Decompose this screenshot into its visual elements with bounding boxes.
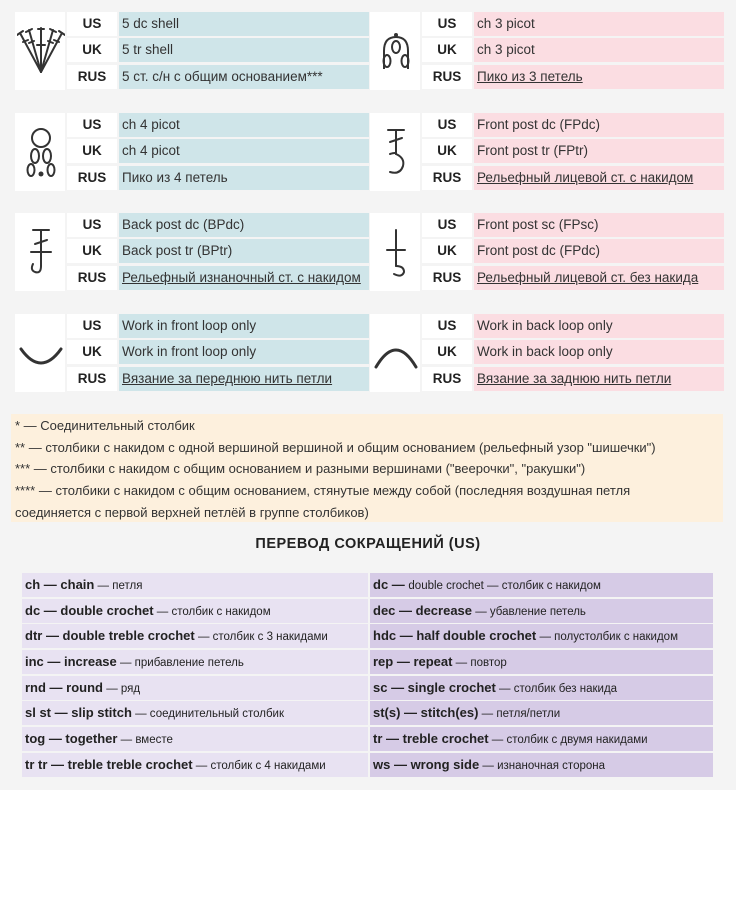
footnote: *** — столбики с накидом с общим основанием и разными вершинами ("веерочки", "ракушки") [15, 461, 586, 477]
abbreviation-row [22, 753, 368, 777]
abbreviation-meaning: — убавление петель [472, 606, 586, 618]
back-post-dc-icon [17, 226, 65, 278]
symbol-uk-name: Front post dc (FPdc) [474, 239, 724, 263]
lang-label-rus: RUS [67, 166, 117, 190]
abbreviation-row [370, 599, 713, 623]
lang-label-rus: RUS [67, 65, 117, 89]
symbol-block-front-post-dc [370, 113, 724, 191]
lang-label-rus: RUS [422, 266, 472, 290]
abbreviation-meaning: — полустолбик с накидом [536, 631, 678, 643]
abbreviation-term: sc — single crochet [373, 680, 496, 695]
abbreviation-row [22, 650, 368, 674]
lang-label-rus: RUS [67, 266, 117, 290]
abbreviation-row [370, 701, 713, 725]
lang-label-us: US [67, 213, 117, 237]
abbreviation-meaning: — прибавление петель [116, 657, 244, 669]
abbreviation-row [22, 624, 368, 648]
symbol-rus-link[interactable]: Пико из 3 петель [474, 65, 724, 89]
symbol-uk-name: Work in back loop only [474, 340, 724, 364]
symbol-rus-name: Пико из 4 петель [119, 166, 369, 190]
symbol-us-name: ch 3 picot [474, 12, 724, 36]
symbol-us-name: 5 dc shell [119, 12, 369, 36]
abbreviation-term: dec — decrease [373, 603, 473, 618]
symbol-us-name: Back post dc (BPdc) [119, 213, 369, 237]
symbol-uk-name: Work in front loop only [119, 340, 369, 364]
symbol-block-ch4-picot [15, 113, 369, 191]
symbol-icon-cell [15, 213, 65, 291]
symbol-rus-link[interactable]: Рельефный лицевой ст. с накидом [474, 166, 724, 190]
abbreviation-term: st(s) — stitch(es) [373, 705, 479, 720]
symbol-us-name: Front post dc (FPdc) [474, 113, 724, 137]
lang-label-uk: UK [67, 139, 117, 163]
back-loop-icon [372, 327, 420, 379]
picot-4-icon [17, 126, 65, 178]
shell-icon [17, 25, 65, 77]
symbol-uk-name: ch 4 picot [119, 139, 369, 163]
symbol-rus-link[interactable]: Вязание за заднюю нить петли [474, 367, 724, 391]
symbol-block-front-loop [15, 314, 369, 392]
abbreviation-term: hdc — half double crochet [373, 628, 537, 643]
symbol-uk-name: ch 3 picot [474, 38, 724, 62]
abbreviation-meaning: — столбик без накида [495, 683, 618, 695]
abbreviation-row [370, 650, 713, 674]
abbreviation-row [370, 727, 713, 751]
abbreviation-meaning: — изнаночная сторона [479, 760, 605, 772]
symbol-icon-cell [370, 12, 420, 90]
front-post-sc-icon [372, 226, 420, 278]
abbreviation-meaning: — ряд [103, 683, 141, 695]
abbreviation-meaning: — столбик с накидом [153, 606, 271, 618]
symbol-rus-link[interactable]: Вязание за переднюю нить петли [119, 367, 369, 391]
footnote: **** — столбики с накидом с общим основанием, стянутые между собой (последняя воздушная петля [15, 483, 631, 499]
lang-label-rus: RUS [422, 367, 472, 391]
symbol-icon-cell [370, 213, 420, 291]
abbreviation-meaning: — столбик с 4 накидами [192, 760, 326, 772]
lang-label-uk: UK [67, 340, 117, 364]
lang-label-us: US [422, 213, 472, 237]
symbol-uk-name: 5 tr shell [119, 38, 369, 62]
footnote: ** — столбики с накидом с одной вершиной вершиной и общим основанием (рельефный узор "шишечки") [15, 439, 656, 455]
symbol-rus-link[interactable]: Рельефный изнаночный ст. с накидом [119, 266, 369, 290]
lang-label-rus: RUS [422, 65, 472, 89]
lang-label-uk: UK [422, 340, 472, 364]
abbreviation-term: tog — together [25, 731, 118, 746]
abbreviation-term: dc — double crochet [25, 603, 154, 618]
abbreviation-row [370, 573, 713, 597]
symbol-us-name: Work in back loop only [474, 314, 724, 338]
abbreviation-meaning: — вместе [117, 734, 173, 746]
abbreviation-term: ch — chain [25, 577, 95, 592]
symbol-icon-cell [370, 314, 420, 392]
symbol-block-back-post-dc [15, 213, 369, 291]
symbol-icon-cell [15, 12, 65, 90]
lang-label-us: US [67, 314, 117, 338]
abbreviation-meaning: double crochet — столбик с накидом [408, 580, 601, 592]
abbreviation-term: dc — [373, 577, 409, 592]
abbreviation-meaning: — повтор [452, 657, 507, 669]
abbreviation-meaning: — петля/петли [478, 708, 561, 720]
lang-label-rus: RUS [67, 367, 117, 391]
abbreviation-meaning: — соединительный столбик [131, 708, 285, 720]
abbreviation-term: tr tr — treble treble crochet [25, 757, 193, 772]
symbol-us-name: ch 4 picot [119, 113, 369, 137]
abbreviation-row [370, 624, 713, 648]
abbreviation-meaning: — столбик с 3 накидами [194, 631, 328, 643]
abbreviation-row [22, 701, 368, 725]
front-loop-icon [17, 327, 65, 379]
abbreviation-meaning: — столбик с двумя накидами [488, 734, 648, 746]
abbreviation-meaning: — петля [94, 580, 143, 592]
symbol-block-back-loop [370, 314, 724, 392]
lang-label-uk: UK [67, 239, 117, 263]
symbol-icon-cell [15, 113, 65, 191]
abbreviation-term: ws — wrong side [373, 757, 480, 772]
symbol-block-front-post-sc [370, 213, 724, 291]
abbreviation-row [370, 676, 713, 700]
lang-label-uk: UK [67, 38, 117, 62]
symbol-rus-link[interactable]: Рельефный лицевой ст. без накида [474, 266, 724, 290]
lang-label-us: US [422, 12, 472, 36]
symbol-uk-name: Back post tr (BPtr) [119, 239, 369, 263]
abbreviation-term: sl st — slip stitch [25, 705, 132, 720]
footnote: * — Соединительный столбик [15, 418, 195, 433]
abbreviation-row [22, 727, 368, 751]
abbreviations-title: ПЕРЕВОД СОКРАЩЕНИЙ (US) [255, 536, 481, 552]
symbol-uk-name: Front post tr (FPtr) [474, 139, 724, 163]
footnote: соединяется с первой верхней петлёй в группе столбиков) [15, 504, 369, 520]
lang-label-us: US [422, 113, 472, 137]
abbreviation-term: rep — repeat [373, 654, 453, 669]
lang-label-uk: UK [422, 38, 472, 62]
footnotes [11, 414, 723, 522]
abbreviation-row [22, 573, 368, 597]
symbol-icon-cell [15, 314, 65, 392]
lang-label-uk: UK [422, 239, 472, 263]
picot-3-icon [372, 25, 420, 77]
abbreviation-row [22, 599, 368, 623]
front-post-dc-icon [372, 126, 420, 178]
symbol-rus-name: 5 ст. с/н с общим основанием*** [119, 65, 369, 89]
abbreviation-row [370, 753, 713, 777]
lang-label-rus: RUS [422, 166, 472, 190]
lang-label-us: US [422, 314, 472, 338]
lang-label-us: US [67, 12, 117, 36]
lang-label-us: US [67, 113, 117, 137]
symbol-block-ch3-picot [370, 12, 724, 90]
abbreviation-term: dtr — double treble crochet [25, 628, 195, 643]
symbol-block-shell [15, 12, 369, 90]
symbol-icon-cell [370, 113, 420, 191]
abbreviation-row [22, 676, 368, 700]
lang-label-uk: UK [422, 139, 472, 163]
symbol-us-name: Work in front loop only [119, 314, 369, 338]
abbreviation-term: inc — increase [25, 654, 117, 669]
abbreviation-term: rnd — round [25, 680, 103, 695]
abbreviation-term: tr — treble crochet [373, 731, 489, 746]
symbol-us-name: Front post sc (FPsc) [474, 213, 724, 237]
